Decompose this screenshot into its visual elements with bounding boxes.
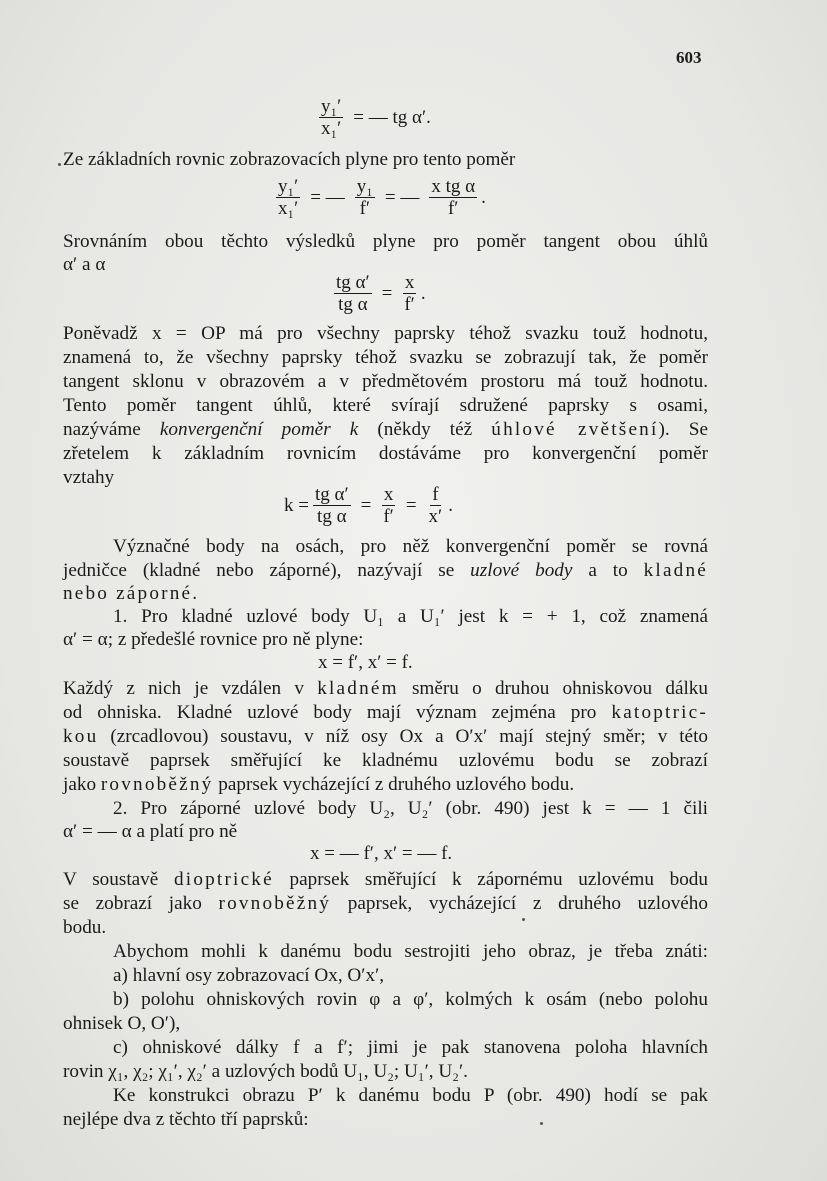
fraction <box>381 484 395 527</box>
fraction <box>355 176 375 219</box>
text-span: paprsek, vycházející z druhého uzlového <box>331 893 708 914</box>
fraction <box>319 96 343 139</box>
equation-rhs: = — tg α′. <box>353 106 431 128</box>
fraction-numerator: y₁ <box>356 176 373 197</box>
fraction <box>402 272 416 315</box>
text-span: jedničce (kladné nebo záporné), nazývají se <box>63 560 471 581</box>
fraction-numerator: x <box>404 272 415 293</box>
term-positive: kladné <box>643 560 708 581</box>
equation-5: x = f′, x′ = f. <box>318 652 413 673</box>
text-line: b) polohu ohniskových rovin φ a φ′, kolmých k osám (nebo polohu <box>113 989 708 1010</box>
fraction <box>429 176 477 219</box>
fraction-denominator: x₁′ <box>321 118 342 139</box>
page-number: 603 <box>676 48 702 67</box>
fraction-numerator: y₁′ <box>321 96 342 117</box>
text-span: a to <box>572 560 644 581</box>
text-span: se zobrazí jako <box>63 893 219 914</box>
fraction-denominator: f′ <box>359 198 371 219</box>
text-line: vztahy <box>63 467 115 488</box>
text-line: nejlépe dva z těchto tří paprsků: <box>63 1109 309 1130</box>
text-span: paprsek vycházející z druhého uzlového bodu. <box>213 774 575 795</box>
fraction-denominator: x₁′ <box>278 198 299 219</box>
equation-4 <box>284 484 453 527</box>
text-line <box>63 677 708 701</box>
equals-sign: = <box>381 282 393 304</box>
text-line: rovin χ₁, χ₂; χ₁′, χ₂′ a uzlových bodů U₁, U₂; U₁′, U₂′. <box>63 1061 468 1082</box>
text-line: Ke konstrukci obrazu P′ k danému bodu P (obr. 490) hodí se pak <box>113 1085 708 1106</box>
fraction-denominator: tg α <box>338 294 368 315</box>
text-span: nazýváme <box>63 419 160 440</box>
text-span: od ohniska. Kladné uzlové body mají význam zejména pro <box>63 702 612 723</box>
scan-speck <box>58 163 61 166</box>
equation-end: . <box>481 186 486 208</box>
equation-1 <box>315 96 437 139</box>
equals-sign: = <box>405 494 417 516</box>
text-line: 1. Pro kladné uzlové body U₁ a U₁′ jest k = + 1, což znamená <box>113 606 708 627</box>
fraction-numerator: f <box>432 484 439 505</box>
term-parallel: rovnoběžný <box>100 774 214 795</box>
text-line: tangent sklonu v obrazovém a v předmětovém prostoru má touž hodnotu. <box>63 371 708 392</box>
scan-speck <box>540 1122 543 1125</box>
scan-speck <box>522 918 525 921</box>
text-line: zřetelem k základním rovnicím dostáváme pro konvergenční poměr <box>63 443 708 464</box>
text-line: ohnisek O, O′), <box>63 1013 181 1034</box>
text-line <box>63 418 708 442</box>
text-line: Poněvadž x = OP má pro všechny paprsky téhož svazku touž hodnotu, <box>63 323 708 344</box>
fraction <box>334 272 372 315</box>
fraction-denominator: f′ <box>383 506 394 527</box>
fraction <box>313 484 351 527</box>
text-line: 2. Pro záporné uzlové body U₂, U₂′ (obr. 490) jest k = — 1 čili <box>113 798 708 819</box>
fraction-denominator: f′ <box>447 198 459 219</box>
term-convergence-ratio: konvergenční poměr k <box>159 419 359 440</box>
text-span: směru o druhou ohniskovou dálku <box>398 678 708 699</box>
text-line <box>63 725 708 749</box>
fraction-denominator: tg α <box>317 506 347 527</box>
term-parallel: rovnoběžný <box>218 893 332 914</box>
text-line: Srovnáním obou těchto výsledků plyne pro poměr tangent obou úhlů <box>63 231 708 252</box>
fraction <box>427 484 445 527</box>
fraction-numerator: y₁′ <box>278 176 299 197</box>
text-span: paprsek směřující k zápornému uzlovému bodu <box>273 869 708 890</box>
text-span: Každý z nich je vzdálen v <box>63 678 318 699</box>
fraction-numerator: x tg α <box>431 176 476 197</box>
fraction <box>276 176 300 219</box>
term-nodal-points: uzlové body <box>470 560 573 581</box>
equals-sign: = <box>360 494 372 516</box>
fraction-numerator: tg α′ <box>314 484 349 505</box>
term-catoptric: katoptric- <box>611 702 708 723</box>
text-line: Význačné body na osách, pro něž konvergenční poměr se rovná <box>113 536 708 557</box>
term-positive-direction: kladném <box>317 678 399 699</box>
text-line: α′ a α <box>63 254 106 275</box>
term-dioptric: dioptrické <box>174 869 274 890</box>
fraction-numerator: tg α′ <box>336 272 370 293</box>
text-span: (někdy též <box>358 419 492 440</box>
text-line: soustavě paprsek směřující ke kladnému uzlovému bodu se zobrazí <box>63 750 708 771</box>
text-line: nebo záporné. <box>63 583 200 604</box>
term-catoptric-end: kou <box>63 726 99 747</box>
equals-sign: = — <box>384 186 420 208</box>
equation-6: x = — f′, x′ = — f. <box>310 843 453 864</box>
equation-lhs: k = <box>284 494 309 516</box>
text-line: c) ohniskové dálky f a f′; jimi je pak stanovena poloha hlavních <box>113 1037 708 1058</box>
text-line: znamená to, že všechny paprsky téhož svazku se zobrazují tak, že poměr <box>63 347 708 368</box>
term-angular-magnification: úhlové zvětšení <box>491 419 659 440</box>
text-span: (zrcadlovou) soustavu, v níž osy Ox a O′x′ mají stejný směr; v této <box>98 726 708 747</box>
fraction-denominator: x′ <box>428 506 443 527</box>
text-line: Abychom mohli k danému bodu sestrojiti jeho obraz, je třeba znáti: <box>113 941 708 962</box>
equals-sign: = — <box>310 186 345 208</box>
text-line <box>63 773 708 797</box>
text-span: ). Se <box>658 419 708 440</box>
text-line <box>63 892 708 916</box>
text-line: α′ = — α a platí pro ně <box>63 821 238 842</box>
equation-3 <box>330 272 426 315</box>
equation-2 <box>272 176 486 219</box>
text-line <box>63 559 708 583</box>
text-line: Ze základních rovnic zobrazovacích plyne pro tento poměr <box>63 149 516 170</box>
text-span: jako <box>63 774 101 795</box>
text-line <box>63 868 708 892</box>
text-line: bodu. <box>63 917 107 938</box>
equation-end: . <box>420 282 426 304</box>
text-line: α′ = α; z předešlé rovnice pro ně plyne: <box>63 629 364 650</box>
text-line: Tento poměr tangent úhlů, které svírají sdružené paprsky s osami, <box>63 395 708 416</box>
equation-end: . <box>448 494 453 516</box>
fraction-denominator: f′ <box>404 294 415 315</box>
text-span: V soustavě <box>63 869 175 890</box>
text-line: a) hlavní osy zobrazovací Ox, O′x′, <box>113 965 385 986</box>
text-line <box>63 701 708 725</box>
fraction-numerator: x <box>383 484 394 505</box>
